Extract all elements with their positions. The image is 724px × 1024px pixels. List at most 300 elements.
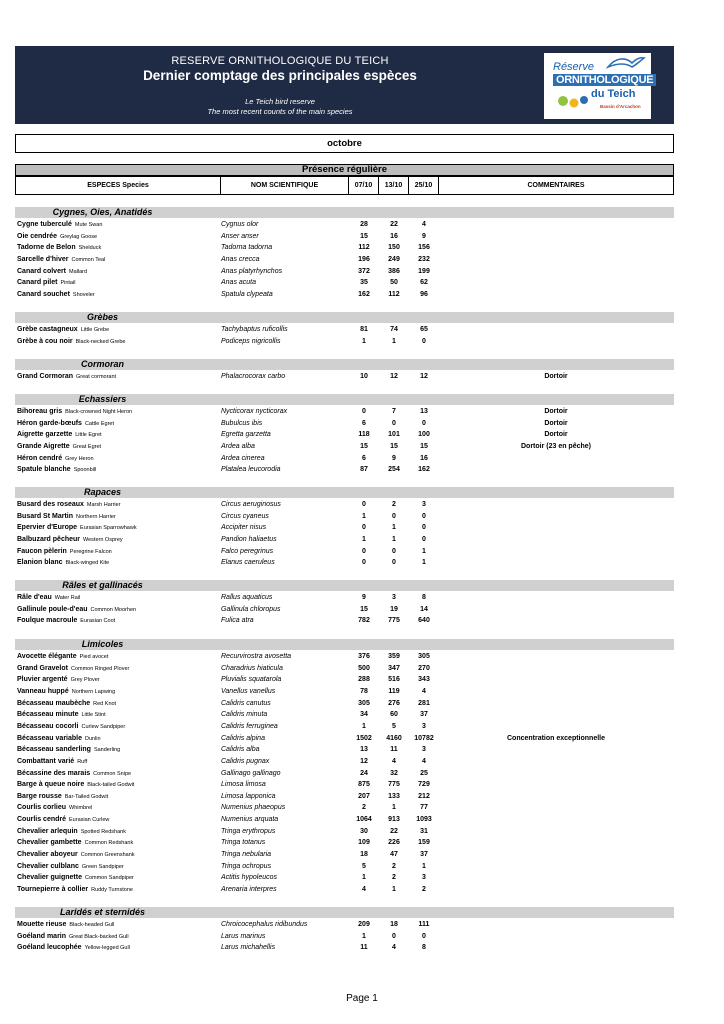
species-en: Great cormorant — [76, 374, 117, 380]
species-name — [17, 802, 92, 814]
table-row — [15, 756, 674, 767]
table-row — [15, 592, 674, 603]
count-date-2: 4 — [392, 757, 396, 765]
count-date-3: 159 — [418, 839, 430, 847]
species-fr: Cygne tuberculé — [17, 221, 72, 228]
scientific-name: Elanus caeruleus — [221, 559, 275, 567]
scientific-name: Anas platyrhynchos — [221, 267, 283, 275]
count-date-2: 4 — [392, 944, 396, 952]
species-fr: Grand Cormoran — [17, 373, 74, 380]
count-date-2: 12 — [390, 373, 398, 380]
comment: Dortoir — [544, 373, 568, 380]
logo-text-2: ORNITHOLOGIQUE — [553, 74, 656, 86]
species-name — [17, 663, 129, 675]
species-en: Western Osprey — [83, 536, 123, 543]
species-en: Eurasian Curlew — [69, 817, 110, 824]
species-name — [17, 604, 136, 616]
species-en: Common Redshank — [84, 840, 134, 847]
count-date-3: 14 — [420, 605, 428, 613]
species-en: Ruddy Turnstone — [91, 887, 133, 893]
count-date-2: 0 — [392, 547, 396, 555]
count-date-3: 3 — [422, 501, 426, 508]
presence-header: Présence régulière — [15, 164, 674, 176]
scientific-name: Spatula clypeata — [221, 290, 273, 298]
count-date-2: 1 — [392, 535, 396, 543]
scientific-name: Circus cyaneus — [221, 512, 269, 520]
count-date-3: 1 — [422, 547, 426, 555]
species-en: Great Black-backed Gull — [69, 933, 129, 940]
count-date-3: 4 — [422, 757, 426, 765]
species-name — [17, 791, 108, 803]
species-name — [17, 441, 101, 453]
table-row — [15, 336, 674, 347]
count-date-2: 4160 — [386, 734, 402, 742]
table-row — [15, 861, 674, 872]
species-fr: Canard pilet — [17, 279, 58, 287]
species-fr: Faucon pèlerin — [17, 547, 67, 555]
scientific-name: Vanellus vanellus — [221, 687, 276, 695]
count-date-3: 1 — [422, 862, 426, 870]
count-date-1: 0 — [362, 547, 366, 555]
count-date-3: 199 — [418, 267, 430, 275]
count-date-2: 150 — [388, 244, 400, 252]
count-date-2: 50 — [390, 279, 398, 287]
count-date-1: 376 — [358, 653, 370, 660]
species-fr: Chevalier aboyeur — [17, 851, 78, 859]
table-row — [15, 721, 674, 732]
count-date-3: 96 — [420, 290, 428, 298]
logo-dots-icon — [556, 91, 592, 111]
species-fr: Barge à queue noire — [17, 781, 85, 789]
scientific-name: Larus michahellis — [221, 944, 276, 952]
species-name — [17, 406, 132, 418]
section-title: Limicoles — [81, 639, 124, 649]
count-date-2: 226 — [388, 839, 400, 847]
table-row — [15, 919, 674, 930]
species-name — [17, 733, 101, 745]
species-fr: Busard des roseaux — [17, 501, 84, 508]
species-name — [17, 837, 133, 849]
count-date-3: 1 — [422, 559, 426, 567]
col-date-1: 07/10 — [348, 176, 379, 195]
scientific-name: Calidris pugnax — [221, 757, 270, 765]
count-date-1: 34 — [360, 711, 368, 719]
count-date-1: 1 — [362, 337, 366, 345]
scientific-name: Falco peregrinus — [221, 547, 274, 555]
species-fr: Courlis cendré — [17, 816, 67, 824]
count-date-2: 347 — [388, 664, 400, 672]
table-row — [15, 231, 674, 242]
species-fr: Chevalier guignette — [17, 874, 82, 882]
table-row — [15, 499, 674, 510]
count-date-1: 15 — [360, 442, 368, 450]
species-fr: Bécasseau minute — [17, 711, 79, 719]
table-row — [15, 826, 674, 837]
scientific-name: Platalea leucorodia — [221, 466, 281, 474]
scientific-name: Charadrius hiaticula — [221, 664, 283, 672]
count-date-2: 32 — [390, 769, 398, 777]
scientific-name: Arenaria interpres — [221, 886, 277, 893]
count-date-1: 288 — [358, 676, 370, 684]
species-fr: Combattant varié — [17, 757, 75, 765]
scientific-name: Tringa totanus — [221, 839, 266, 847]
count-date-2: 133 — [388, 792, 400, 800]
table-row — [15, 464, 674, 475]
table-row — [15, 429, 674, 440]
comment: Dortoir (23 en pêche) — [520, 442, 591, 450]
section-title: Cygnes, Oies, Anatidés — [52, 207, 153, 217]
species-fr: Vanneau huppé — [17, 687, 69, 695]
count-date-2: 2 — [392, 501, 396, 508]
count-date-3: 8 — [422, 944, 426, 952]
species-fr: Epervier d'Europe — [17, 524, 78, 532]
species-en: Sanderling — [93, 747, 121, 754]
count-date-3: 3 — [422, 746, 426, 754]
count-date-2: 112 — [388, 290, 400, 298]
species-name — [17, 453, 94, 465]
species-en: Common Sandpiper — [84, 875, 134, 882]
scientific-name: Circus aeruginosus — [221, 501, 281, 508]
species-name — [17, 872, 134, 884]
species-name — [17, 546, 112, 558]
species-fr: Sarcelle d'hiver — [17, 255, 69, 263]
count-date-3: 729 — [418, 781, 430, 789]
species-en: Great Egret — [72, 443, 102, 450]
col-species: ESPECES Species — [15, 176, 221, 195]
count-date-3: 15 — [420, 442, 428, 450]
scientific-name: Calidris canutus — [221, 699, 271, 707]
count-date-3: 31 — [420, 827, 428, 835]
species-en: Little Grebe — [80, 327, 110, 333]
species-name — [17, 814, 109, 826]
species-name — [17, 919, 114, 931]
scientific-name: Phalacrocorax carbo — [221, 373, 286, 380]
count-date-3: 62 — [420, 279, 428, 287]
count-date-1: 78 — [360, 687, 368, 695]
logo-text-4: Bassin d'Arcachon — [600, 104, 641, 109]
species-en: Bar-Tailed Godwit — [64, 793, 109, 800]
scientific-name: Chroicocephalus ridibundus — [221, 921, 308, 928]
species-en: Greylag Goose — [60, 233, 98, 240]
count-date-3: 3 — [422, 722, 426, 730]
species-name — [17, 744, 120, 756]
scientific-name: Calidris alpina — [221, 734, 265, 742]
table-row — [15, 511, 674, 522]
logo-text-1: Réserve — [553, 61, 594, 73]
scientific-name: Calidris alba — [221, 746, 260, 754]
species-en: Black-headed Gull — [69, 922, 115, 928]
count-date-3: 4 — [422, 687, 426, 695]
species-en: Dunlin — [85, 735, 101, 742]
table-row — [15, 709, 674, 720]
species-en: Yellow-legged Gull — [84, 945, 130, 952]
scientific-name: Limosa limosa — [221, 781, 266, 789]
scientific-name: Rallus aquaticus — [221, 594, 273, 601]
species-fr: Goéland marin — [17, 932, 67, 940]
scientific-name: Nycticorax nycticorax — [221, 408, 288, 415]
table-row — [15, 534, 674, 545]
species-fr: Canard souchet — [17, 290, 70, 298]
species-en: Spoonbill — [73, 467, 97, 474]
count-date-3: 111 — [418, 921, 430, 928]
count-date-1: 118 — [358, 431, 370, 439]
species-name — [17, 884, 133, 896]
species-en: Little Egret — [75, 432, 102, 439]
count-date-3: 1093 — [416, 816, 432, 824]
count-date-3: 4 — [422, 221, 426, 228]
comment: Dortoir — [544, 408, 568, 415]
count-date-3: 270 — [418, 664, 430, 672]
count-date-1: 500 — [358, 664, 370, 672]
species-name — [17, 826, 126, 838]
table-row — [15, 802, 674, 813]
species-fr: Bécasseau variable — [17, 734, 82, 742]
count-date-3: 9 — [422, 232, 426, 240]
count-date-1: 10 — [360, 373, 368, 380]
count-date-1: 305 — [358, 699, 370, 707]
table-row — [15, 744, 674, 755]
species-name — [17, 418, 114, 430]
table-row — [15, 686, 674, 697]
table-row — [15, 884, 674, 895]
count-date-2: 276 — [388, 699, 400, 707]
species-en: Shoveler — [72, 291, 95, 298]
count-date-2: 775 — [388, 617, 400, 625]
count-date-2: 15 — [390, 442, 398, 450]
subtitle-en-1: Le Teich bird reserve — [245, 97, 315, 106]
scientific-name: Calidris ferruginea — [221, 722, 278, 730]
species-en: Northern Lapwing — [71, 688, 116, 695]
species-fr: Grèbe à cou noir — [17, 337, 73, 345]
scientific-name: Anas acuta — [221, 279, 257, 287]
count-date-1: 15 — [360, 605, 368, 613]
species-name — [17, 861, 124, 873]
count-date-2: 2 — [392, 862, 396, 870]
table-row — [15, 849, 674, 860]
species-name — [17, 674, 100, 686]
species-name — [17, 651, 108, 663]
table-row — [15, 371, 674, 382]
table-row — [15, 768, 674, 779]
table-row — [15, 872, 674, 883]
species-name — [17, 768, 131, 780]
table-row — [15, 698, 674, 709]
scientific-name: Anser anser — [221, 232, 259, 240]
count-date-1: 782 — [358, 617, 370, 625]
scientific-name: Tringa ochropus — [221, 862, 272, 870]
species-name — [17, 756, 87, 768]
species-en: Grey Heron — [65, 455, 94, 462]
count-date-1: 0 — [362, 559, 366, 567]
scientific-name: Recurvirostra avosetta — [221, 653, 292, 660]
species-name — [17, 242, 101, 254]
count-date-1: 372 — [358, 267, 370, 275]
scientific-name: Ardea cinerea — [221, 454, 265, 462]
count-date-1: 4 — [362, 886, 366, 893]
count-date-1: 81 — [360, 326, 368, 333]
species-en: Common Ringed Plover — [70, 665, 130, 672]
table-row — [15, 441, 674, 452]
col-comments: COMMENTAIRES — [438, 176, 674, 195]
species-fr: Foulque macroule — [17, 617, 78, 625]
table-row — [15, 453, 674, 464]
reserve-logo — [544, 53, 654, 119]
count-date-1: 112 — [358, 244, 370, 252]
scientific-name: Gallinago gallinago — [221, 769, 281, 777]
count-date-3: 100 — [418, 431, 430, 439]
species-en: Spotted Redshank — [80, 828, 126, 835]
comment: Concentration exceptionnelle — [506, 734, 606, 742]
count-date-1: 28 — [360, 221, 368, 228]
count-date-1: 2 — [362, 804, 366, 812]
species-en: Water Rail — [54, 595, 81, 601]
species-name — [17, 686, 115, 698]
section-title: Laridés et sternidés — [59, 907, 146, 917]
count-date-1: 13 — [360, 746, 368, 754]
count-date-3: 162 — [418, 466, 430, 474]
species-name — [17, 277, 75, 289]
count-date-1: 1 — [362, 932, 366, 940]
species-en: Red Knot — [93, 700, 117, 707]
count-date-2: 3 — [392, 594, 396, 601]
section-title: Cormoran — [80, 359, 124, 369]
count-date-1: 109 — [358, 839, 370, 847]
count-date-2: 1 — [392, 804, 396, 812]
scientific-name: Fulica atra — [221, 617, 254, 625]
species-fr: Barge rousse — [17, 792, 62, 800]
count-date-1: 5 — [362, 862, 366, 870]
species-en: Common Moorhen — [90, 606, 137, 613]
scientific-name: Tringa erythropus — [221, 827, 276, 835]
species-fr: Grèbe castagneux — [17, 326, 78, 333]
table-row — [15, 522, 674, 533]
species-en: Common Teal — [71, 256, 106, 263]
count-date-2: 5 — [392, 722, 396, 730]
species-en: Black-crowned Night Heron — [65, 409, 133, 415]
count-date-3: 37 — [420, 711, 428, 719]
species-en: Northern Harrier — [76, 513, 116, 520]
count-date-1: 35 — [360, 279, 368, 287]
section-header — [15, 207, 674, 218]
count-date-3: 156 — [418, 244, 430, 252]
species-en: Marsh Harrier — [86, 502, 121, 508]
species-fr: Oie cendrée — [17, 232, 58, 240]
table-row — [15, 651, 674, 662]
scientific-name: Ardea alba — [221, 442, 255, 450]
table-row — [15, 324, 674, 335]
count-date-3: 0 — [422, 419, 426, 427]
species-fr: Chevalier gambette — [17, 839, 82, 847]
count-date-2: 18 — [390, 921, 398, 928]
count-date-3: 0 — [422, 524, 426, 532]
count-date-2: 359 — [388, 653, 400, 660]
species-en: Eurasian Coot — [80, 618, 116, 625]
species-fr: Bihoreau gris — [17, 408, 63, 415]
species-fr: Mouette rieuse — [17, 921, 67, 928]
count-date-2: 913 — [388, 816, 400, 824]
species-name — [17, 254, 105, 266]
species-fr: Goéland leucophée — [17, 944, 82, 952]
species-fr: Aigrette garzette — [17, 431, 73, 439]
species-en: Eurasian Sparrowhawk — [80, 525, 137, 532]
section-title: Rapaces — [83, 487, 122, 497]
scientific-name: Egretta garzetta — [221, 431, 271, 439]
species-en: Black-necked Grebe — [75, 338, 126, 345]
count-date-1: 196 — [358, 255, 370, 263]
count-date-2: 254 — [388, 466, 400, 474]
species-fr: Gallinule poule-d'eau — [17, 605, 88, 613]
species-fr: Elanion blanc — [17, 559, 63, 567]
count-date-1: 11 — [360, 944, 368, 952]
scientific-name: Actitis hypoleucos — [221, 874, 278, 882]
species-fr: Chevalier culblanc — [17, 862, 79, 870]
species-name — [17, 615, 115, 627]
species-en: Whimbrel — [69, 805, 93, 812]
page-number: Page 1 — [346, 993, 378, 1004]
section-title: Râles et gallinacés — [62, 580, 143, 590]
scientific-name: Limosa lapponica — [221, 792, 276, 800]
count-date-3: 3 — [422, 874, 426, 882]
count-date-1: 1502 — [356, 734, 372, 742]
section-header — [15, 907, 674, 918]
table-row — [15, 942, 674, 953]
comment: Dortoir — [544, 419, 568, 427]
section-header — [15, 312, 674, 323]
species-en: Ruff — [77, 758, 88, 765]
species-name — [17, 371, 116, 383]
table-row — [15, 557, 674, 568]
count-date-3: 65 — [420, 326, 428, 333]
species-name — [17, 849, 135, 861]
count-date-3: 0 — [422, 932, 426, 940]
table-row — [15, 674, 674, 685]
species-name — [17, 429, 102, 441]
section-header — [15, 580, 674, 591]
table-row — [15, 266, 674, 277]
count-date-2: 119 — [388, 687, 400, 695]
table-row — [15, 277, 674, 288]
count-date-3: 16 — [420, 454, 428, 462]
species-fr: Râle d'eau — [17, 594, 52, 601]
count-date-2: 16 — [390, 232, 398, 240]
count-date-1: 0 — [362, 524, 366, 532]
section-title: Echassiers — [78, 394, 127, 404]
scientific-name: Bubulcus ibis — [221, 419, 263, 427]
species-en: Black-tailed Godwit — [87, 782, 135, 789]
table-row — [15, 289, 674, 300]
count-date-2: 0 — [392, 559, 396, 567]
table-row — [15, 254, 674, 265]
section-header — [15, 487, 674, 498]
species-en: Green Sandpiper — [81, 863, 124, 870]
scientific-name: Cygnus olor — [221, 221, 259, 228]
count-date-3: 8 — [422, 594, 426, 601]
species-en: Black-winged Kite — [65, 560, 110, 567]
section-header — [15, 359, 674, 370]
count-date-2: 2 — [392, 874, 396, 882]
species-name — [17, 231, 97, 243]
table-row — [15, 779, 674, 790]
subtitle-en-2: The most recent counts of the main species — [207, 107, 353, 116]
count-date-2: 22 — [390, 221, 398, 228]
count-date-1: 6 — [362, 454, 366, 462]
count-date-1: 1 — [362, 874, 366, 882]
scientific-name: Tachybaptus ruficollis — [221, 326, 288, 333]
species-fr: Pluvier argenté — [17, 676, 68, 684]
species-fr: Canard colvert — [17, 267, 67, 275]
count-date-1: 162 — [358, 290, 370, 298]
species-en: Little Stint — [81, 712, 106, 719]
